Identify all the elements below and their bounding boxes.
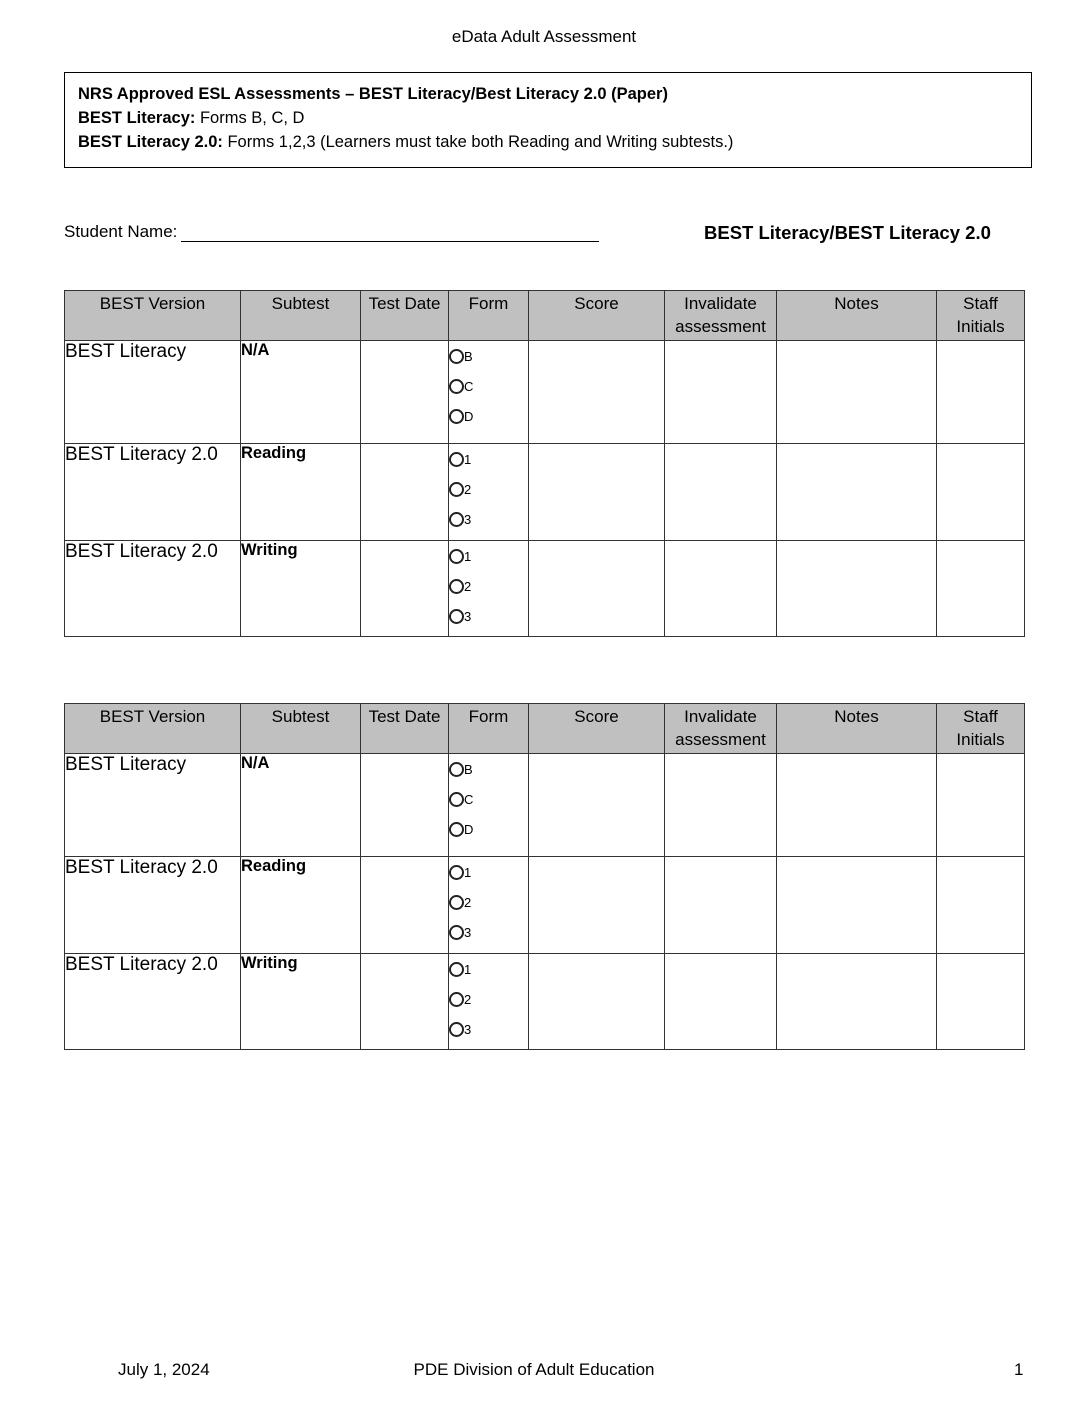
page-number: 1 — [1014, 1360, 1024, 1379]
form-option[interactable] — [449, 601, 528, 631]
column-header: Notes — [777, 291, 937, 341]
section-title: BEST Literacy/BEST Literacy 2.0 — [704, 222, 991, 243]
table-row — [65, 857, 1025, 954]
table-row — [65, 341, 1025, 444]
test-date-cell[interactable] — [361, 954, 449, 1050]
form-cell — [449, 444, 529, 541]
table-row — [65, 754, 1025, 857]
form-option[interactable] — [449, 754, 528, 784]
radio-button-icon[interactable] — [449, 452, 464, 467]
table-row — [65, 541, 1025, 637]
test-date-cell[interactable] — [361, 754, 449, 857]
column-header: Test Date — [361, 291, 449, 341]
radio-button-icon[interactable] — [449, 1022, 464, 1037]
form-option[interactable] — [449, 401, 528, 431]
column-header: Notes — [777, 704, 937, 754]
notes-cell[interactable] — [777, 341, 937, 444]
footer-org: PDE Division of Adult Education — [413, 1360, 655, 1379]
column-header: Test Date — [361, 704, 449, 754]
staff-initials-cell[interactable] — [937, 541, 1025, 637]
form-option[interactable] — [449, 1014, 528, 1044]
form-option[interactable] — [449, 541, 528, 571]
notes-cell[interactable] — [777, 444, 937, 541]
student-name-row — [64, 222, 599, 242]
test-date-cell[interactable] — [361, 341, 449, 444]
radio-button-icon[interactable] — [449, 925, 464, 940]
form-option-label: 2 — [464, 481, 472, 497]
invalidate-assessment-cell[interactable] — [665, 341, 777, 444]
table-row — [65, 954, 1025, 1050]
radio-button-icon[interactable] — [449, 482, 464, 497]
form-option-label: 3 — [464, 1021, 472, 1037]
form-option[interactable] — [449, 341, 528, 371]
radio-button-icon[interactable] — [449, 895, 464, 910]
subtest-cell: Reading — [241, 444, 361, 541]
info-line-best-literacy: BEST Literacy: Forms B, C, D — [78, 109, 305, 127]
column-header: Staff Initials — [937, 704, 1025, 754]
form-option-label: 1 — [464, 451, 472, 467]
column-header: Score — [529, 291, 665, 341]
assessment-table-2 — [64, 703, 1025, 1050]
column-header: Staff Initials — [937, 291, 1025, 341]
footer-date: July 1, 2024 — [118, 1360, 210, 1379]
form-option-label: 3 — [464, 608, 472, 624]
test-date-cell[interactable] — [361, 541, 449, 637]
column-header: Form — [449, 291, 529, 341]
info-line-best-literacy-2: BEST Literacy 2.0: Forms 1,2,3 (Learners must take both Reading and Writing subtests.) — [78, 133, 734, 151]
form-option[interactable] — [449, 814, 528, 844]
form-option[interactable] — [449, 887, 528, 917]
staff-initials-cell[interactable] — [937, 954, 1025, 1050]
form-cell — [449, 541, 529, 637]
best-version-cell: BEST Literacy — [65, 754, 241, 857]
score-cell[interactable] — [529, 754, 665, 857]
notes-cell[interactable] — [777, 954, 937, 1050]
radio-button-icon[interactable] — [449, 822, 464, 837]
form-option-label: 1 — [464, 864, 472, 880]
radio-button-icon[interactable] — [449, 409, 464, 424]
subtest-cell: Writing — [241, 541, 361, 637]
score-cell[interactable] — [529, 341, 665, 444]
best-version-cell: BEST Literacy — [65, 341, 241, 444]
info-box — [64, 72, 1032, 168]
invalidate-assessment-cell[interactable] — [665, 954, 777, 1050]
score-cell[interactable] — [529, 444, 665, 541]
subtest-cell: N/A — [241, 341, 361, 444]
notes-cell[interactable] — [777, 857, 937, 954]
student-name-field[interactable] — [181, 223, 599, 242]
form-cell — [449, 857, 529, 954]
form-option-label: 2 — [464, 991, 472, 1007]
page-header: eData Adult Assessment — [451, 27, 637, 46]
form-option-label: 2 — [464, 894, 472, 910]
form-option[interactable] — [449, 504, 528, 534]
form-option[interactable] — [449, 371, 528, 401]
form-option[interactable] — [449, 984, 528, 1014]
staff-initials-cell[interactable] — [937, 754, 1025, 857]
form-option[interactable] — [449, 474, 528, 504]
info-title: NRS Approved ESL Assessments – BEST Literacy/Best Literacy 2.0 (Paper) — [78, 85, 668, 103]
radio-button-icon[interactable] — [449, 992, 464, 1007]
table-header-row — [65, 704, 1025, 754]
form-option[interactable] — [449, 954, 528, 984]
table-row — [65, 444, 1025, 541]
column-header: Invalidate assessment — [665, 704, 777, 754]
form-option[interactable] — [449, 444, 528, 474]
form-option[interactable] — [449, 857, 528, 887]
form-option[interactable] — [449, 784, 528, 814]
form-option-label: C — [464, 791, 474, 807]
column-header: Invalidate assessment — [665, 291, 777, 341]
test-date-cell[interactable] — [361, 857, 449, 954]
radio-button-icon[interactable] — [449, 792, 464, 807]
column-header: BEST Version — [65, 291, 241, 341]
staff-initials-cell[interactable] — [937, 341, 1025, 444]
radio-button-icon[interactable] — [449, 512, 464, 527]
form-option-label: 1 — [464, 548, 472, 564]
table-header-row — [65, 291, 1025, 341]
subtest-cell: Reading — [241, 857, 361, 954]
assessment-table-1 — [64, 290, 1025, 637]
form-option-label: 3 — [464, 924, 472, 940]
radio-button-icon[interactable] — [449, 609, 464, 624]
column-header: Score — [529, 704, 665, 754]
best-version-cell: BEST Literacy 2.0 — [65, 444, 241, 541]
form-option-label: 1 — [464, 961, 472, 977]
notes-cell[interactable] — [777, 541, 937, 637]
form-cell — [449, 341, 529, 444]
radio-button-icon[interactable] — [449, 762, 464, 777]
form-option-label: C — [464, 378, 474, 394]
invalidate-assessment-cell[interactable] — [665, 754, 777, 857]
column-header: Subtest — [241, 704, 361, 754]
invalidate-assessment-cell[interactable] — [665, 857, 777, 954]
form-cell — [449, 754, 529, 857]
radio-button-icon[interactable] — [449, 349, 464, 364]
best-version-cell: BEST Literacy 2.0 — [65, 954, 241, 1050]
form-option[interactable] — [449, 571, 528, 601]
radio-button-icon[interactable] — [449, 379, 464, 394]
invalidate-assessment-cell[interactable] — [665, 444, 777, 541]
radio-button-icon[interactable] — [449, 865, 464, 880]
score-cell[interactable] — [529, 954, 665, 1050]
column-header: Form — [449, 704, 529, 754]
form-option-label: B — [464, 761, 473, 777]
form-option[interactable] — [449, 917, 528, 947]
form-option-label: 2 — [464, 578, 472, 594]
score-cell[interactable] — [529, 541, 665, 637]
subtest-cell: N/A — [241, 754, 361, 857]
staff-initials-cell[interactable] — [937, 857, 1025, 954]
best-version-cell: BEST Literacy 2.0 — [65, 857, 241, 954]
form-option-label: 3 — [464, 511, 472, 527]
column-header: Subtest — [241, 291, 361, 341]
form-option-label: D — [464, 821, 474, 837]
radio-button-icon[interactable] — [449, 962, 464, 977]
subtest-cell: Writing — [241, 954, 361, 1050]
student-name-label: Student Name: — [64, 222, 178, 241]
score-cell[interactable] — [529, 857, 665, 954]
form-cell — [449, 954, 529, 1050]
notes-cell[interactable] — [777, 754, 937, 857]
radio-button-icon[interactable] — [449, 579, 464, 594]
form-option-label: D — [464, 408, 474, 424]
best-version-cell: BEST Literacy 2.0 — [65, 541, 241, 637]
test-date-cell[interactable] — [361, 444, 449, 541]
staff-initials-cell[interactable] — [937, 444, 1025, 541]
form-option-label: B — [464, 348, 473, 364]
radio-button-icon[interactable] — [449, 549, 464, 564]
invalidate-assessment-cell[interactable] — [665, 541, 777, 637]
column-header: BEST Version — [65, 704, 241, 754]
